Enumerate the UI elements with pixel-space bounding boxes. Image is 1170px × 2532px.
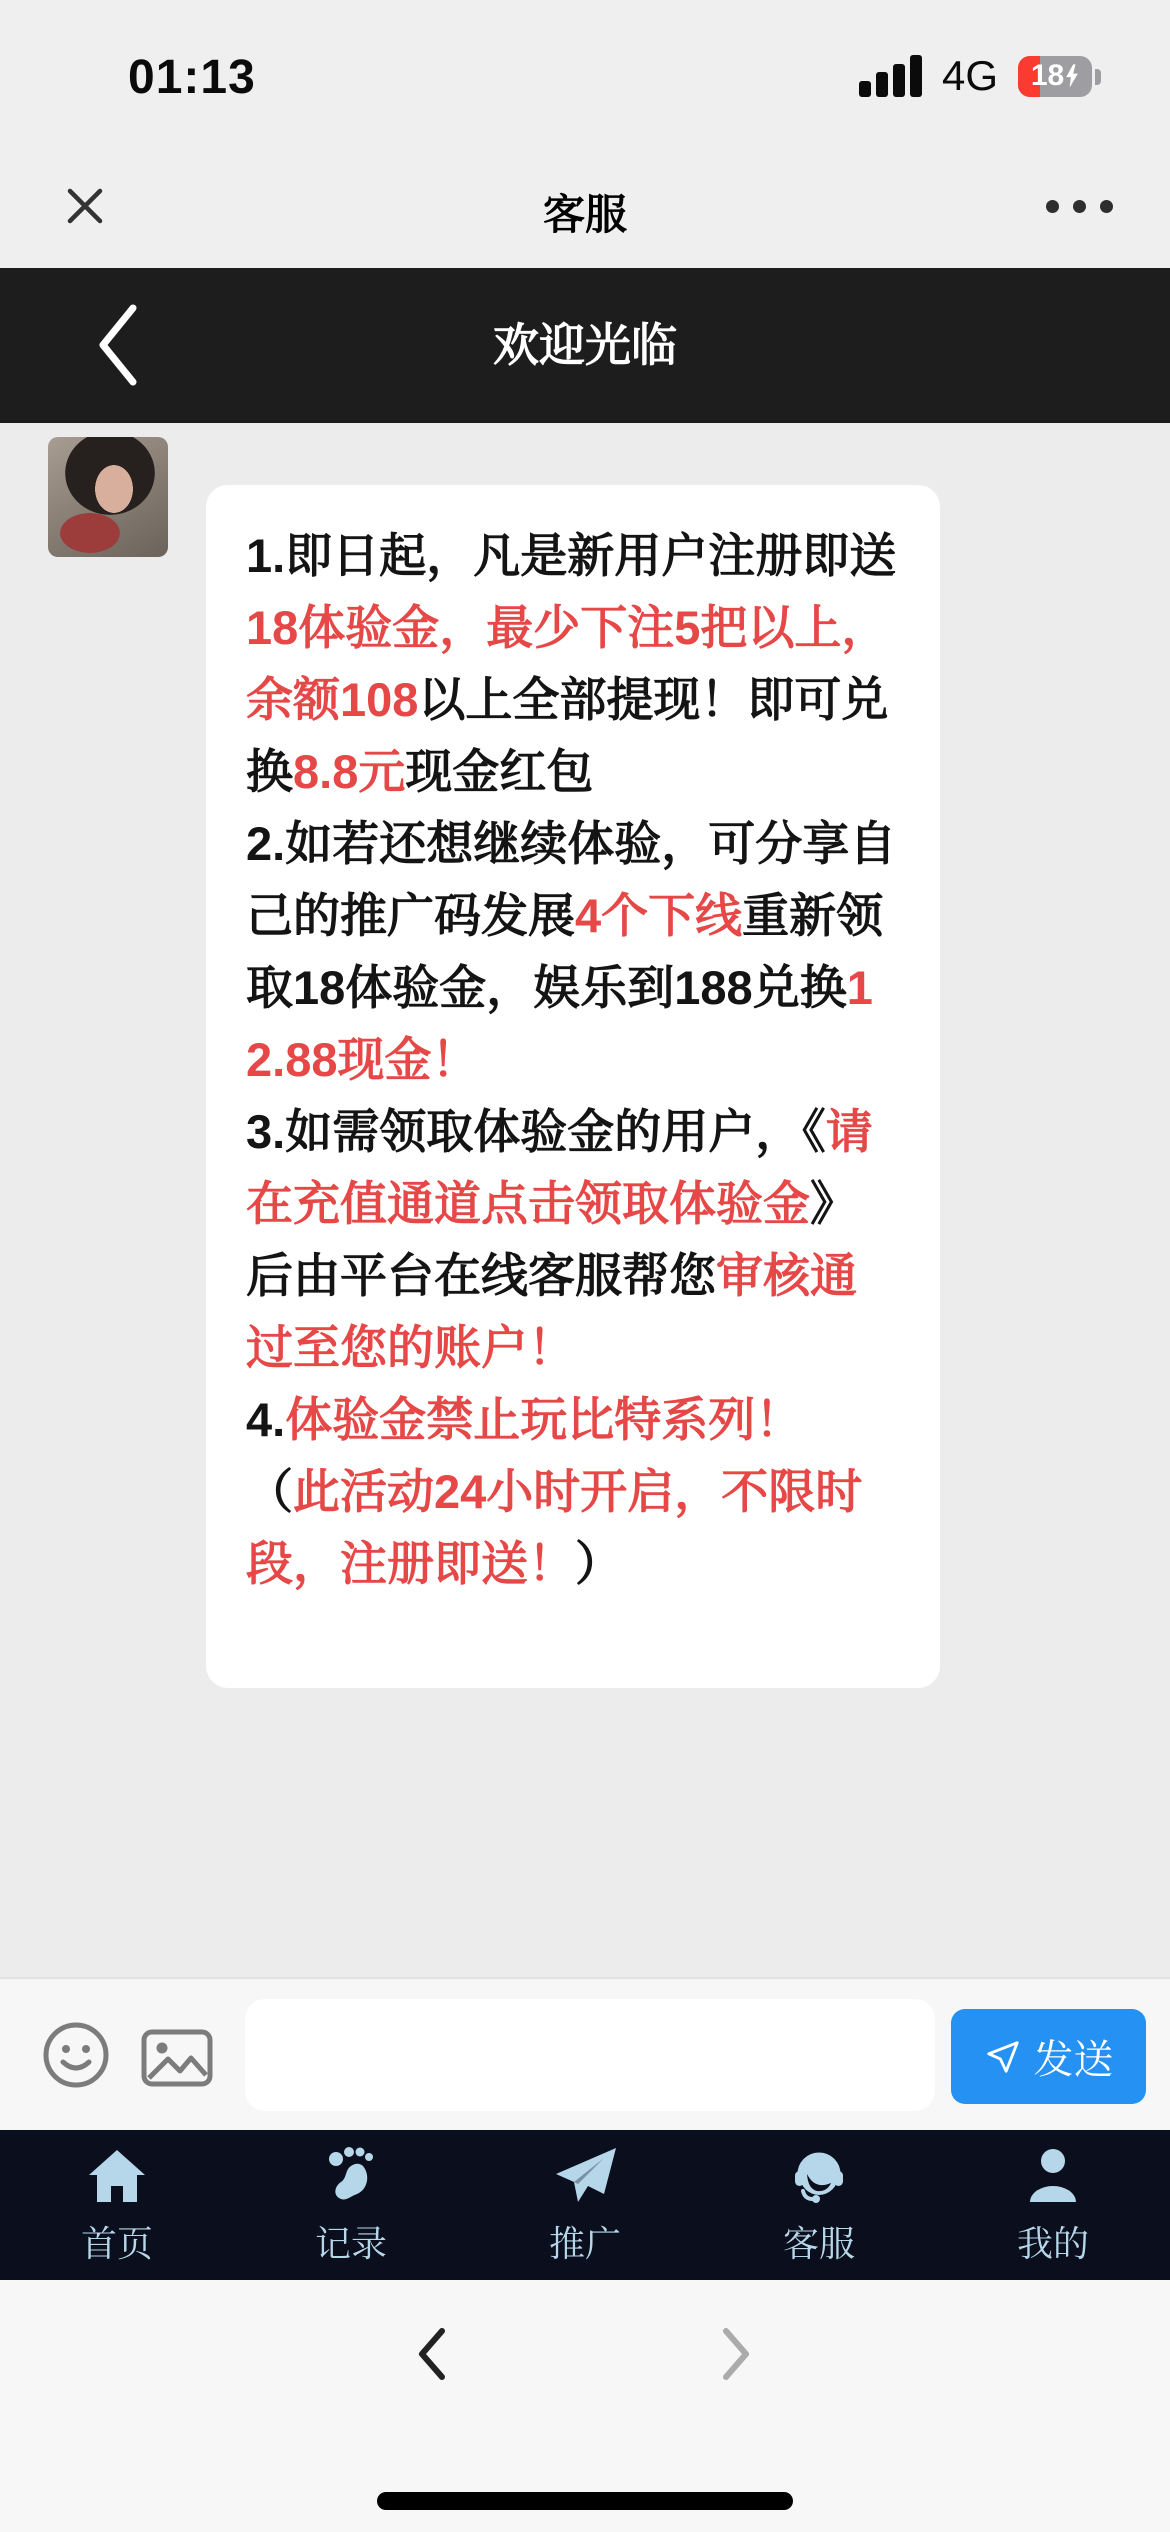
message-input[interactable] (245, 1999, 935, 2111)
more-menu-icon[interactable] (1046, 200, 1113, 213)
chat-header-bar (0, 268, 1170, 423)
headset-icon (787, 2144, 851, 2208)
emoji-icon[interactable] (40, 2019, 112, 2096)
home-indicator[interactable] (377, 2492, 793, 2510)
tab-label: 我的 (1016, 2222, 1089, 2264)
paper-plane-icon (552, 2144, 618, 2208)
message-input-bar (0, 1977, 1170, 2130)
browser-forward-icon[interactable] (720, 2326, 752, 2387)
send-button[interactable] (951, 2009, 1146, 2104)
tab-service[interactable] (702, 2130, 936, 2280)
cellular-signal-icon (859, 55, 922, 97)
image-picker-icon[interactable] (141, 2029, 213, 2092)
tab-label: 客服 (782, 2222, 855, 2264)
tab-mine[interactable] (936, 2130, 1170, 2280)
person-icon (1021, 2144, 1085, 2208)
chat-area (0, 423, 1170, 1977)
home-icon (85, 2144, 149, 2208)
chat-title: 欢迎光临 (493, 319, 677, 371)
footprint-icon (319, 2144, 383, 2208)
battery-icon (1018, 56, 1092, 97)
status-right-cluster (859, 52, 1092, 100)
tab-home[interactable] (0, 2130, 234, 2280)
tab-promotion[interactable] (468, 2130, 702, 2280)
message-bubble: 1.即日起，凡是新用户注册即送18体验金，最少下注5把以上，余额108以上全部提现！即可兑换8.8元现金红包 2.如若还想继续体验，可分享自己的推广码发展4个下线重新领取18体验金，娱乐到188兑换12.88现金！ 3.如需领取体验金的用户，《请在充值通道点击领取体验金》后由平台在线客服帮您审核通过至您的账户！ 4.体验金禁止玩比特系列！ （此活动24小时开启，不限时段，注册即送！） (206, 485, 940, 1688)
browser-back-icon[interactable] (416, 2326, 448, 2387)
tab-bar (0, 2130, 1170, 2280)
send-label: 发送 (1033, 2038, 1114, 2082)
status-time: 01:13 (128, 51, 256, 104)
network-type-label: 4G (941, 52, 998, 99)
header (0, 0, 1170, 268)
tab-label: 推广 (548, 2222, 621, 2264)
avatar[interactable] (48, 437, 168, 557)
charging-bolt-icon (1065, 64, 1079, 88)
battery-percent: 18 (1030, 59, 1065, 92)
tab-records[interactable] (234, 2130, 468, 2280)
bottom-area (0, 2280, 1170, 2532)
send-plane-icon (984, 2038, 1022, 2076)
tab-label: 记录 (314, 2222, 387, 2264)
tab-label: 首页 (80, 2222, 153, 2264)
webview-title: 客服 (542, 191, 627, 238)
